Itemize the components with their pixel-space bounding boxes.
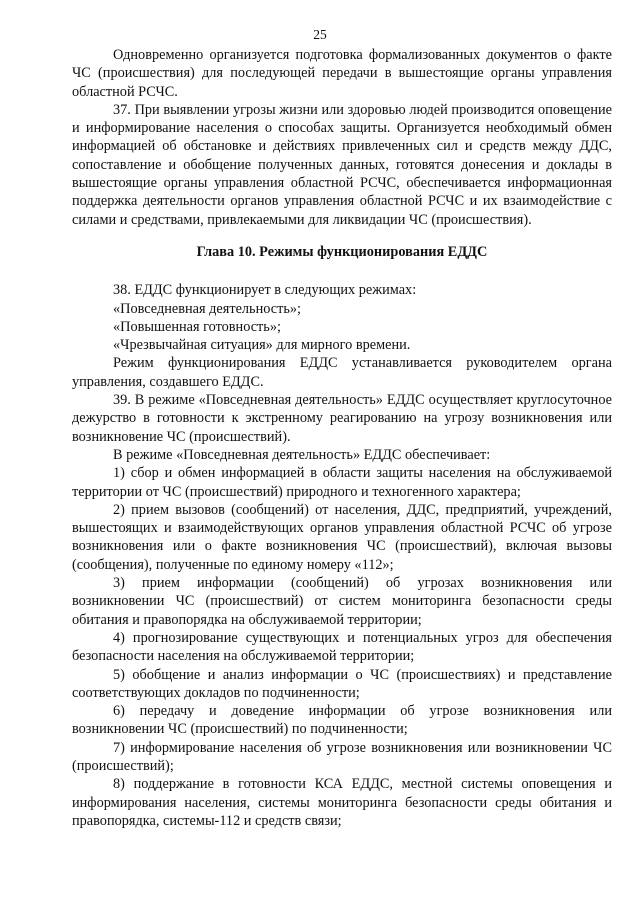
list-item: 8) поддержание в готовности КСА ЕДДС, местной системы оповещения и информирования населения, системы мониторинга безопасности среды обитания и правопорядка, системы-112 и средств связи;: [72, 776, 612, 829]
paragraph-item-37: 37. При выявлении угрозы жизни или здоровью людей производится оповещение и информирование населения о способах защиты. Организуется необходимый обмен информацией об обстановке и действиях привлеченных сил и средств между ДДС, сопоставление и обобщение полученных данных, готовятся донесения и доклады в вышестоящие органы управления областной РСЧС, обеспечивается информационная поддержка деятельности органов управления областной РСЧС и их взаимодействие с силами и средствами, привлекаемыми для ликвидации ЧС (происшествия).: [72, 101, 612, 228]
list-item: 3) прием информации (сообщений) об угрозах возникновения или возникновении ЧС (происшествий) от систем мониторинга безопасности среды обитания и правопорядка на обслуживаемой территории;: [72, 575, 612, 628]
mode-item: «Чрезвычайная ситуация» для мирного времени.: [113, 337, 411, 354]
paragraph: Одновременно организуется подготовка формализованных документов о факте ЧС (происшествия) для последующей передачи в вышестоящие органы управления областной РСЧС.: [72, 47, 612, 100]
document-body: [72, 46, 612, 830]
mode-item: «Повседневная деятельность»;: [113, 300, 301, 317]
paragraph-item-38: 38. ЕДДС функционирует в следующих режимах:: [113, 282, 417, 299]
paragraph: В режиме «Повседневная деятельность» ЕДДС обеспечивает:: [113, 446, 491, 463]
paragraph-item-39: 39. В режиме «Повседневная деятельность» ЕДДС осуществляет круглосуточное дежурство в готовности к экстренному реагированию на угрозу возникновения или возникновение ЧС (происшествий).: [72, 392, 612, 445]
paragraph: Режим функционирования ЕДДС устанавливается руководителем органа управления, создавшего ЕДДС.: [72, 355, 612, 390]
page-number: 25: [313, 27, 327, 42]
list-item: 5) обобщение и анализ информации о ЧС (происшествиях) и представление соответствующих докладов по подчиненности;: [72, 666, 612, 701]
list-item: 2) прием вызовов (сообщений) от населения, ДДС, предприятий, учреждений, вышестоящих и взаимодействующих органов управления областной РСЧС об угрозе возникновения или о факте возникновения ЧС (происшествий), включая вызовы (сообщения), полученные по единому номеру «112»;: [72, 501, 612, 573]
list-item: 6) передачу и доведение информации об угрозе возникновения или возникновении ЧС (происшествий) по подчиненности;: [72, 703, 612, 738]
mode-item: «Повышенная готовность»;: [113, 318, 281, 335]
list-item: 1) сбор и обмен информацией в области защиты населения на обслуживаемой территории от ЧС (происшествий) природного и техногенного характера;: [72, 465, 612, 500]
list-item: 7) информирование населения об угрозе возникновения или возникновении ЧС (происшествий);: [72, 739, 612, 774]
list-item: 4) прогнозирование существующих и потенциальных угроз для обеспечения безопасности населения на обслуживаемой территории;: [72, 629, 612, 665]
chapter-heading: Глава 10. Режимы функционирования ЕДДС: [196, 243, 488, 260]
